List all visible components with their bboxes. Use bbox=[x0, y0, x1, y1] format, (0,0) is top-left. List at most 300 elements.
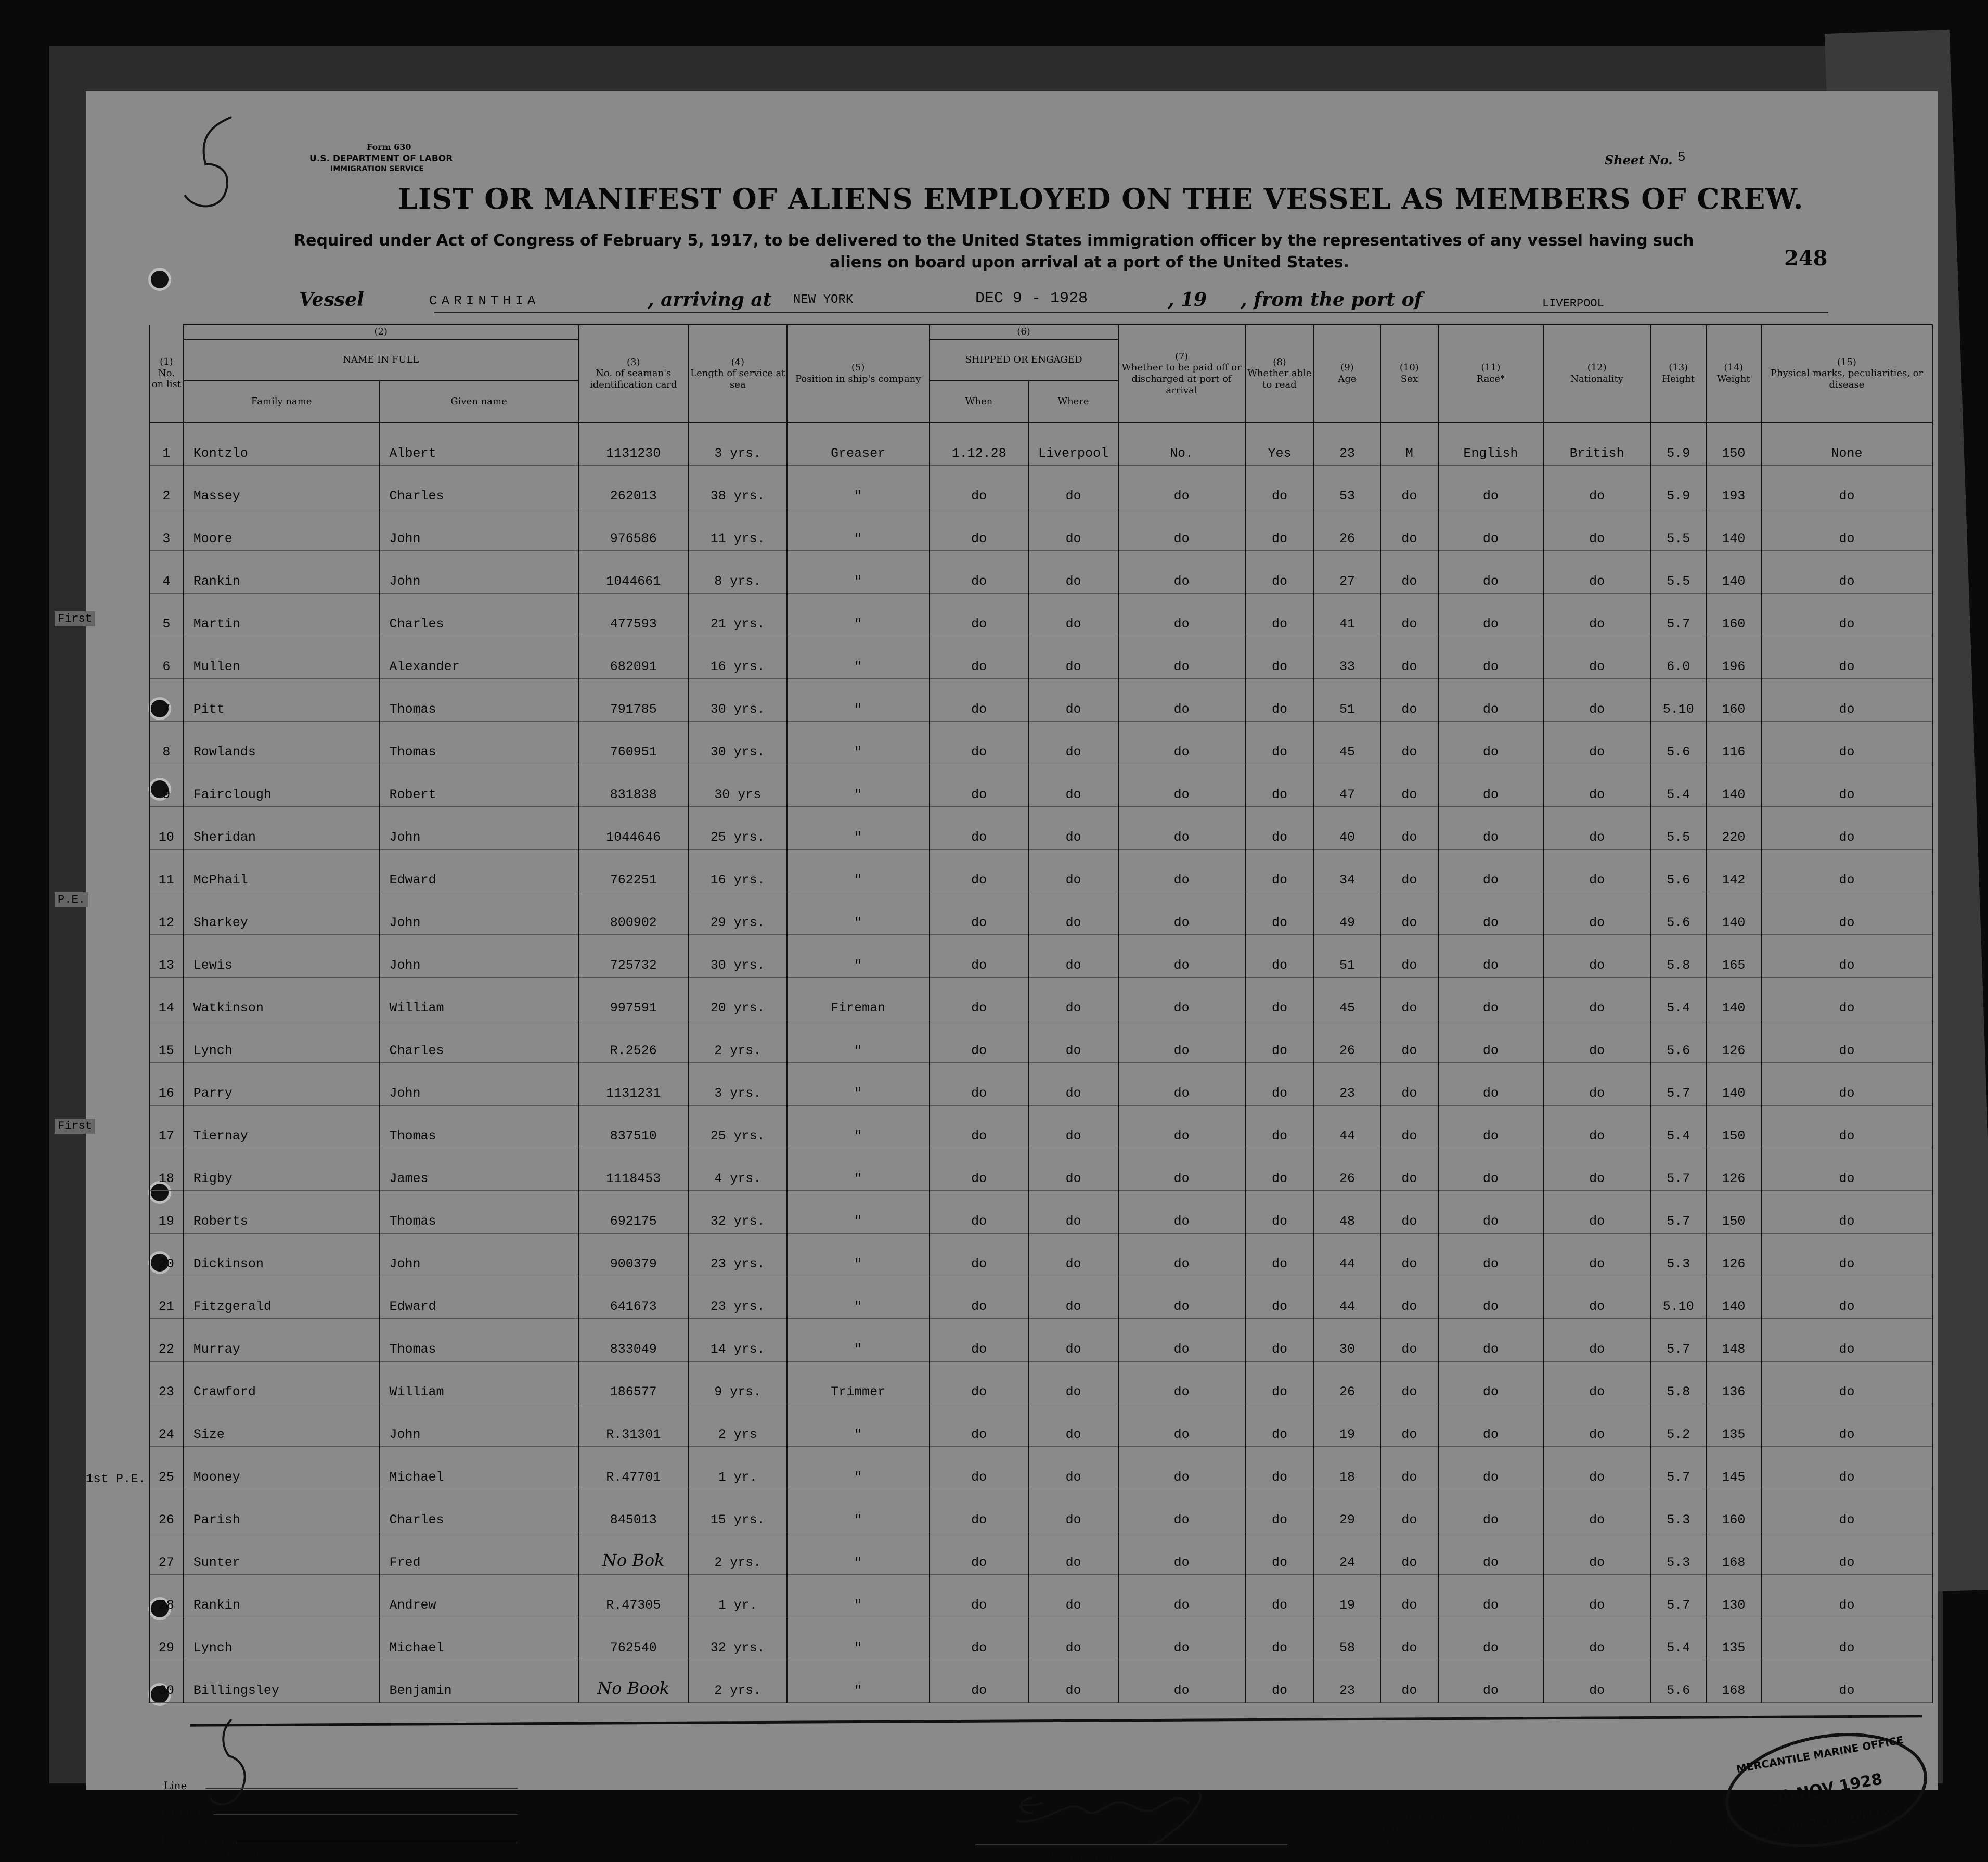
height-cell: 5.7 bbox=[1651, 1319, 1706, 1362]
paid-off-cell: do bbox=[1118, 1148, 1245, 1191]
service-length-cell: 38 yrs. bbox=[689, 466, 787, 508]
age-cell: 58 bbox=[1314, 1617, 1380, 1660]
race-cell: do bbox=[1438, 1489, 1543, 1532]
position-cell: " bbox=[787, 1276, 930, 1319]
given-name-cell: John bbox=[380, 807, 578, 850]
nationality-cell: do bbox=[1543, 1319, 1651, 1362]
physical-marks-cell: do bbox=[1761, 594, 1932, 636]
given-name-cell: John bbox=[380, 551, 578, 594]
nationality-cell: do bbox=[1543, 1234, 1651, 1276]
position-cell: " bbox=[787, 1063, 930, 1106]
shipped-where-cell: do bbox=[1029, 1276, 1118, 1319]
paid-off-cell: do bbox=[1118, 1234, 1245, 1276]
able-to-read-cell: do bbox=[1245, 892, 1314, 935]
shipped-where-cell: do bbox=[1029, 935, 1118, 978]
nationality-cell: do bbox=[1543, 1532, 1651, 1575]
height-cell: 6.0 bbox=[1651, 636, 1706, 679]
service-length-cell: 20 yrs. bbox=[689, 978, 787, 1020]
able-to-read-cell: Yes bbox=[1245, 422, 1314, 466]
id-card-cell: 831838 bbox=[578, 764, 689, 807]
table-row bbox=[149, 764, 1932, 807]
shipped-when-cell: do bbox=[930, 1063, 1029, 1106]
shipped-when-cell: do bbox=[930, 1660, 1029, 1703]
given-name-cell: John bbox=[380, 1234, 578, 1276]
race-cell: do bbox=[1438, 594, 1543, 636]
column-header-age: Age bbox=[1338, 374, 1357, 384]
table-row bbox=[149, 1319, 1932, 1362]
print-code: 5000. 11/28. 21/309. bbox=[200, 1851, 277, 1859]
height-cell: 5.4 bbox=[1651, 1617, 1706, 1660]
position-cell: " bbox=[787, 466, 930, 508]
physical-marks-cell: do bbox=[1761, 679, 1932, 722]
physical-marks-cell: do bbox=[1761, 892, 1932, 935]
paid-off-cell: do bbox=[1118, 978, 1245, 1020]
column-header-able-to-read: Whether able to read bbox=[1247, 368, 1312, 390]
column-header-paid-off: Whether to be paid off or discharged at port of arrival bbox=[1121, 362, 1242, 396]
nationality-cell: do bbox=[1543, 1276, 1651, 1319]
nationality-cell: do bbox=[1543, 508, 1651, 551]
able-to-read-cell: do bbox=[1245, 1617, 1314, 1660]
row-number: 1 bbox=[149, 422, 184, 466]
physical-marks-cell: do bbox=[1761, 1191, 1932, 1234]
departure-port: LIVERPOOL bbox=[1542, 297, 1604, 310]
subtitle-line-1: Required under Act of Congress of February 5, 1917, to be delivered to the United States immigration officer by the representatives of any vessel having such bbox=[294, 232, 1694, 250]
id-card-cell: 833049 bbox=[578, 1319, 689, 1362]
shipped-where-cell: do bbox=[1029, 850, 1118, 892]
sex-cell: do bbox=[1380, 1404, 1438, 1447]
able-to-read-cell: do bbox=[1245, 1319, 1314, 1362]
physical-marks-cell: do bbox=[1761, 850, 1932, 892]
id-card-cell: R.2526 bbox=[578, 1020, 689, 1063]
row-number: 11 bbox=[149, 850, 184, 892]
able-to-read-cell: do bbox=[1245, 722, 1314, 764]
weight-cell: 140 bbox=[1706, 978, 1761, 1020]
shipped-where-cell: do bbox=[1029, 1489, 1118, 1532]
age-cell: 41 bbox=[1314, 594, 1380, 636]
shipped-where-cell: do bbox=[1029, 466, 1118, 508]
given-name-cell: Thomas bbox=[380, 679, 578, 722]
column-number-15: (15) bbox=[1837, 356, 1856, 368]
nationality-cell: do bbox=[1543, 594, 1651, 636]
shipped-when-cell: do bbox=[930, 1276, 1029, 1319]
family-name-cell: Rigby bbox=[184, 1148, 380, 1191]
nationality-cell: do bbox=[1543, 636, 1651, 679]
given-name-cell: John bbox=[380, 892, 578, 935]
age-cell: 23 bbox=[1314, 1063, 1380, 1106]
column-number-3: (3) bbox=[626, 356, 640, 368]
position-cell: " bbox=[787, 764, 930, 807]
weight-cell: 150 bbox=[1706, 422, 1761, 466]
sex-cell: do bbox=[1380, 1020, 1438, 1063]
paid-off-cell: do bbox=[1118, 1404, 1245, 1447]
given-name-cell: John bbox=[380, 1404, 578, 1447]
position-cell: " bbox=[787, 1191, 930, 1234]
family-name-cell: Sheridan bbox=[184, 807, 380, 850]
service-length-cell: 2 yrs. bbox=[689, 1020, 787, 1063]
column-header-weight: Weight bbox=[1716, 374, 1750, 384]
service-length-cell: 30 yrs. bbox=[689, 722, 787, 764]
table-row bbox=[149, 1191, 1932, 1234]
arrival-port: NEW YORK bbox=[793, 293, 854, 307]
margin-note: P.E. bbox=[55, 892, 88, 907]
sheet-number: 5 bbox=[1677, 149, 1686, 165]
physical-marks-cell: do bbox=[1761, 508, 1932, 551]
sex-cell: do bbox=[1380, 1489, 1438, 1532]
column-header-name-in-full: NAME IN FULL bbox=[343, 354, 419, 366]
family-name-cell: Parry bbox=[184, 1063, 380, 1106]
id-card-cell: 725732 bbox=[578, 935, 689, 978]
paid-off-cell: do bbox=[1118, 508, 1245, 551]
weight-cell: 145 bbox=[1706, 1447, 1761, 1489]
race-cell: do bbox=[1438, 1063, 1543, 1106]
shipped-where-cell: do bbox=[1029, 679, 1118, 722]
service-length-cell: 2 yrs bbox=[689, 1404, 787, 1447]
shipped-when-cell: do bbox=[930, 1319, 1029, 1362]
race-cell: do bbox=[1438, 1575, 1543, 1617]
family-name-cell: Billingsley bbox=[184, 1660, 380, 1703]
sex-cell: do bbox=[1380, 1234, 1438, 1276]
race-cell: do bbox=[1438, 1532, 1543, 1575]
row-number: 3 bbox=[149, 508, 184, 551]
shipped-where-cell: do bbox=[1029, 1234, 1118, 1276]
row-number: 30 bbox=[149, 1660, 184, 1703]
able-to-read-cell: do bbox=[1245, 1148, 1314, 1191]
service-length-cell: 25 yrs. bbox=[689, 807, 787, 850]
column-header-given-name: Given name bbox=[450, 396, 507, 407]
column-number-13: (13) bbox=[1669, 362, 1688, 374]
weight-cell: 148 bbox=[1706, 1319, 1761, 1362]
vessel-line bbox=[434, 312, 1828, 313]
sex-cell: do bbox=[1380, 551, 1438, 594]
weight-cell: 126 bbox=[1706, 1020, 1761, 1063]
service-length-cell: 2 yrs. bbox=[689, 1532, 787, 1575]
id-card-cell: 997591 bbox=[578, 978, 689, 1020]
physical-marks-cell: do bbox=[1761, 1319, 1932, 1362]
id-card-cell: 477593 bbox=[578, 594, 689, 636]
weight-cell: 126 bbox=[1706, 1148, 1761, 1191]
stamp-top-text: MERCANTILE MARINE OFFICE bbox=[1735, 1733, 1905, 1776]
row-number: 5 bbox=[149, 594, 184, 636]
sex-cell: do bbox=[1380, 807, 1438, 850]
shipped-when-cell: do bbox=[930, 978, 1029, 1020]
paid-off-cell: No. bbox=[1118, 422, 1245, 466]
nationality-cell: do bbox=[1543, 1447, 1651, 1489]
given-name-cell: Thomas bbox=[380, 722, 578, 764]
nationality-cell: do bbox=[1543, 978, 1651, 1020]
shipped-when-cell: do bbox=[930, 1191, 1029, 1234]
table-row bbox=[149, 1276, 1932, 1319]
physical-marks-cell: do bbox=[1761, 1532, 1932, 1575]
row-number: 14 bbox=[149, 978, 184, 1020]
race-cell: do bbox=[1438, 892, 1543, 935]
race-cell: do bbox=[1438, 978, 1543, 1020]
paid-off-cell: do bbox=[1118, 892, 1245, 935]
column-header-sex: Sex bbox=[1400, 374, 1418, 384]
height-cell: 5.3 bbox=[1651, 1532, 1706, 1575]
position-cell: Trimmer bbox=[787, 1362, 930, 1404]
race-cell: do bbox=[1438, 850, 1543, 892]
given-name-cell: Fred bbox=[380, 1532, 578, 1575]
height-cell: 5.6 bbox=[1651, 850, 1706, 892]
height-cell: 5.9 bbox=[1651, 422, 1706, 466]
position-cell: " bbox=[787, 508, 930, 551]
nationality-cell: do bbox=[1543, 1575, 1651, 1617]
row-number: 10 bbox=[149, 807, 184, 850]
position-cell: " bbox=[787, 1617, 930, 1660]
shipped-where-cell: do bbox=[1029, 1148, 1118, 1191]
race-cell: do bbox=[1438, 1660, 1543, 1703]
age-cell: 53 bbox=[1314, 466, 1380, 508]
race-cell: do bbox=[1438, 1617, 1543, 1660]
column-header-nationality: Nationality bbox=[1570, 374, 1623, 384]
id-card-cell: 791785 bbox=[578, 679, 689, 722]
nationality-cell: do bbox=[1543, 1020, 1651, 1063]
position-cell: " bbox=[787, 1234, 930, 1276]
paid-off-cell: do bbox=[1118, 679, 1245, 722]
paid-off-cell: do bbox=[1118, 935, 1245, 978]
row-number: 18 bbox=[149, 1148, 184, 1191]
given-name-cell: Albert bbox=[380, 422, 578, 466]
service-length-cell: 23 yrs. bbox=[689, 1234, 787, 1276]
sex-cell: do bbox=[1380, 1447, 1438, 1489]
column-header-race: Race* bbox=[1476, 374, 1505, 384]
row-number: 9 bbox=[149, 764, 184, 807]
age-cell: 48 bbox=[1314, 1191, 1380, 1234]
weight-cell: 135 bbox=[1706, 1617, 1761, 1660]
shipped-where-cell: do bbox=[1029, 1617, 1118, 1660]
physical-marks-cell: do bbox=[1761, 1063, 1932, 1106]
shipped-where-cell: do bbox=[1029, 1575, 1118, 1617]
physical-marks-cell: do bbox=[1761, 1575, 1932, 1617]
physical-marks-cell: do bbox=[1761, 636, 1932, 679]
row-number: 16 bbox=[149, 1063, 184, 1106]
margin-note: 1st P.E. bbox=[86, 1472, 146, 1486]
nationality-cell: do bbox=[1543, 1191, 1651, 1234]
weight-cell: 136 bbox=[1706, 1362, 1761, 1404]
owners-field bbox=[213, 1814, 518, 1815]
nationality-cell: do bbox=[1543, 679, 1651, 722]
paid-off-cell: do bbox=[1118, 1063, 1245, 1106]
family-name-cell: Murray bbox=[184, 1319, 380, 1362]
height-cell: 5.5 bbox=[1651, 508, 1706, 551]
family-name-cell: Massey bbox=[184, 466, 380, 508]
given-name-cell: Charles bbox=[380, 1020, 578, 1063]
position-cell: " bbox=[787, 1532, 930, 1575]
shipped-where-cell: Liverpool bbox=[1029, 422, 1118, 466]
row-number: 25 bbox=[149, 1447, 184, 1489]
given-name-cell: William bbox=[380, 978, 578, 1020]
age-cell: 44 bbox=[1314, 1276, 1380, 1319]
nationality-cell: do bbox=[1543, 935, 1651, 978]
id-card-cell: 682091 bbox=[578, 636, 689, 679]
id-card-cell: 641673 bbox=[578, 1276, 689, 1319]
able-to-read-cell: do bbox=[1245, 551, 1314, 594]
id-card-cell: No Bok bbox=[578, 1532, 689, 1575]
row-number: 24 bbox=[149, 1404, 184, 1447]
paid-off-cell: do bbox=[1118, 594, 1245, 636]
vessel-label: Vessel bbox=[299, 289, 364, 311]
sex-cell: do bbox=[1380, 1106, 1438, 1148]
given-name-cell: Michael bbox=[380, 1617, 578, 1660]
nationality-cell: do bbox=[1543, 1106, 1651, 1148]
family-name-cell: Size bbox=[184, 1404, 380, 1447]
table-row bbox=[149, 1106, 1932, 1148]
table-row bbox=[149, 508, 1932, 551]
inspector-signature bbox=[1012, 1782, 1261, 1850]
table-row bbox=[149, 594, 1932, 636]
height-cell: 5.6 bbox=[1651, 722, 1706, 764]
family-name-cell: Tiernay bbox=[184, 1106, 380, 1148]
sex-cell: do bbox=[1380, 508, 1438, 551]
physical-marks-cell: do bbox=[1761, 807, 1932, 850]
department-name: U.S. DEPARTMENT OF LABOR bbox=[309, 153, 453, 164]
table-row bbox=[149, 551, 1932, 594]
nationality-cell: do bbox=[1543, 764, 1651, 807]
able-to-read-cell: do bbox=[1245, 1063, 1314, 1106]
height-cell: 5.7 bbox=[1651, 1575, 1706, 1617]
table-row bbox=[149, 1020, 1932, 1063]
service-length-cell: 2 yrs. bbox=[689, 1660, 787, 1703]
given-name-cell: James bbox=[380, 1148, 578, 1191]
paid-off-cell: do bbox=[1118, 850, 1245, 892]
table-row bbox=[149, 935, 1932, 978]
age-cell: 40 bbox=[1314, 807, 1380, 850]
sex-cell: do bbox=[1380, 636, 1438, 679]
paid-off-cell: do bbox=[1118, 551, 1245, 594]
id-card-cell: R.47305 bbox=[578, 1575, 689, 1617]
inspector-label: Immigrant Inspector. bbox=[1048, 1850, 1160, 1862]
age-cell: 45 bbox=[1314, 978, 1380, 1020]
sex-cell: do bbox=[1380, 935, 1438, 978]
able-to-read-cell: do bbox=[1245, 1276, 1314, 1319]
shipped-where-cell: do bbox=[1029, 551, 1118, 594]
height-cell: 5.4 bbox=[1651, 764, 1706, 807]
shipped-when-cell: do bbox=[930, 1234, 1029, 1276]
column-number-14: (14) bbox=[1724, 362, 1744, 374]
column-number-10: (10) bbox=[1399, 362, 1419, 374]
arriving-label: , arriving at bbox=[648, 289, 772, 311]
paid-off-cell: do bbox=[1118, 1617, 1245, 1660]
id-card-cell: R.47701 bbox=[578, 1447, 689, 1489]
age-cell: 27 bbox=[1314, 551, 1380, 594]
id-card-cell: No Book bbox=[578, 1660, 689, 1703]
height-cell: 5.10 bbox=[1651, 679, 1706, 722]
able-to-read-cell: do bbox=[1245, 1532, 1314, 1575]
weight-cell: 140 bbox=[1706, 1276, 1761, 1319]
height-cell: 5.4 bbox=[1651, 1106, 1706, 1148]
table-row bbox=[149, 892, 1932, 935]
paid-off-cell: do bbox=[1118, 1276, 1245, 1319]
family-name-cell: Crawford bbox=[184, 1362, 380, 1404]
table-row bbox=[149, 1148, 1932, 1191]
service-length-cell: 25 yrs. bbox=[689, 1106, 787, 1148]
column-header-position: Position in ship's company bbox=[795, 374, 921, 384]
column-number-5: (5) bbox=[851, 362, 865, 374]
position-cell: " bbox=[787, 807, 930, 850]
weight-cell: 150 bbox=[1706, 1106, 1761, 1148]
id-card-cell: 1131230 bbox=[578, 422, 689, 466]
shipped-when-cell: do bbox=[930, 764, 1029, 807]
paid-off-cell: do bbox=[1118, 636, 1245, 679]
service-length-cell: 30 yrs. bbox=[689, 679, 787, 722]
column-number-9: (9) bbox=[1340, 362, 1354, 374]
sex-cell: do bbox=[1380, 1319, 1438, 1362]
able-to-read-cell: do bbox=[1245, 850, 1314, 892]
race-cell: do bbox=[1438, 679, 1543, 722]
shipped-when-cell: do bbox=[930, 1362, 1029, 1404]
weight-cell: 165 bbox=[1706, 935, 1761, 978]
sex-cell: do bbox=[1380, 892, 1438, 935]
height-cell: 5.4 bbox=[1651, 978, 1706, 1020]
height-cell: 5.5 bbox=[1651, 807, 1706, 850]
weight-cell: 160 bbox=[1706, 679, 1761, 722]
age-cell: 24 bbox=[1314, 1532, 1380, 1575]
row-number: 2 bbox=[149, 466, 184, 508]
shipped-where-cell: do bbox=[1029, 1063, 1118, 1106]
table-row bbox=[149, 850, 1932, 892]
form-number: Form 630 bbox=[367, 142, 411, 152]
shipped-where-cell: do bbox=[1029, 594, 1118, 636]
given-name-cell: Charles bbox=[380, 594, 578, 636]
shipped-where-cell: do bbox=[1029, 722, 1118, 764]
id-card-cell: 186577 bbox=[578, 1362, 689, 1404]
shipped-when-cell: do bbox=[930, 679, 1029, 722]
race-cell: do bbox=[1438, 1234, 1543, 1276]
table-row bbox=[149, 722, 1932, 764]
given-name-cell: John bbox=[380, 935, 578, 978]
race-cell: do bbox=[1438, 1362, 1543, 1404]
age-cell: 26 bbox=[1314, 1148, 1380, 1191]
age-cell: 23 bbox=[1314, 422, 1380, 466]
able-to-read-cell: do bbox=[1245, 935, 1314, 978]
sex-cell: do bbox=[1380, 1063, 1438, 1106]
age-cell: 45 bbox=[1314, 722, 1380, 764]
paid-off-cell: do bbox=[1118, 1319, 1245, 1362]
table-row bbox=[149, 1532, 1932, 1575]
shipped-when-cell: do bbox=[930, 636, 1029, 679]
race-cell: do bbox=[1438, 636, 1543, 679]
age-cell: 18 bbox=[1314, 1447, 1380, 1489]
shipped-where-cell: do bbox=[1029, 1660, 1118, 1703]
shipped-where-cell: do bbox=[1029, 1020, 1118, 1063]
position-cell: " bbox=[787, 1148, 930, 1191]
shipped-when-cell: do bbox=[930, 892, 1029, 935]
row-number: 22 bbox=[149, 1319, 184, 1362]
age-cell: 49 bbox=[1314, 892, 1380, 935]
height-cell: 5.6 bbox=[1651, 1660, 1706, 1703]
shipped-when-cell: do bbox=[930, 1489, 1029, 1532]
position-cell: " bbox=[787, 1489, 930, 1532]
physical-marks-cell: do bbox=[1761, 1106, 1932, 1148]
shipped-where-cell: do bbox=[1029, 1404, 1118, 1447]
age-cell: 19 bbox=[1314, 1404, 1380, 1447]
penalty-note: NOTE.—Failure to furnish full or correct information in columns (2), (5), (6), and (7) is punishable by a fine of ten dollars for each alien. See other side. bbox=[1376, 1825, 1787, 1849]
age-cell: 44 bbox=[1314, 1234, 1380, 1276]
family-name-cell: Sunter bbox=[184, 1532, 380, 1575]
position-cell: " bbox=[787, 892, 930, 935]
paid-off-cell: do bbox=[1118, 807, 1245, 850]
row-number: 8 bbox=[149, 722, 184, 764]
able-to-read-cell: do bbox=[1245, 764, 1314, 807]
physical-marks-cell: do bbox=[1761, 1447, 1932, 1489]
weight-cell: 140 bbox=[1706, 892, 1761, 935]
column-header-height: Height bbox=[1662, 374, 1695, 384]
column-number-7: (7) bbox=[1174, 351, 1189, 362]
shipped-when-cell: do bbox=[930, 1020, 1029, 1063]
race-cell: do bbox=[1438, 1319, 1543, 1362]
races-note: * See list of races on back hereof. bbox=[1376, 1810, 1536, 1821]
family-name-cell: Parish bbox=[184, 1489, 380, 1532]
